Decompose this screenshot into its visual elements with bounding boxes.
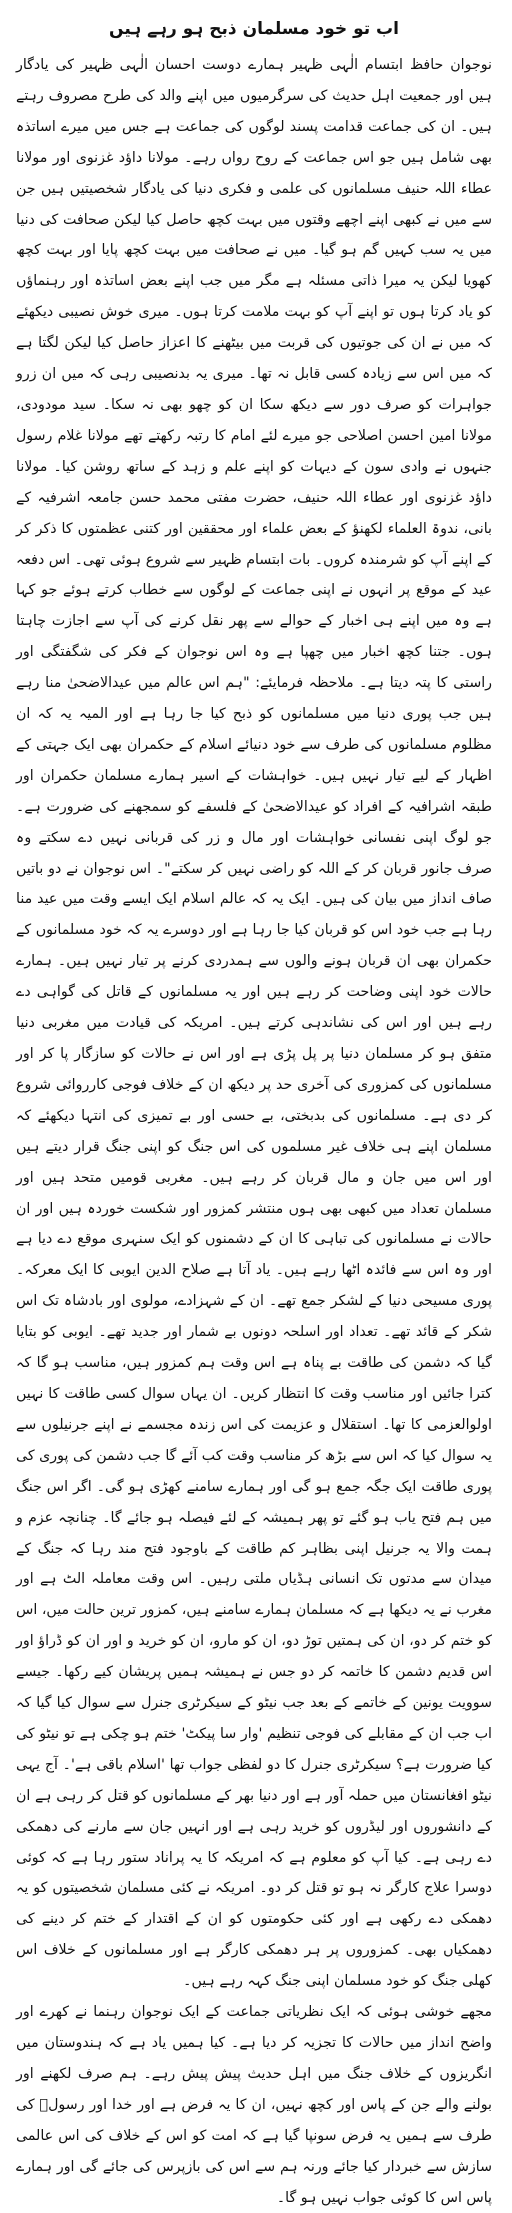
- article-headline: اب تو خود مسلمان ذبح ہو رہے ہیں: [109, 19, 399, 39]
- article-paragraph-1: نوجوان حافظ ابتسام الٰہی ظہیر ہمارے دوست احسان الٰہی ظہیر کی یادگار ہیں اور جمعیت اہل حدیث کی سرگرمیوں میں اپنے والد کی طرح مصروف رہتے ہیں۔ ان کی جماعت قدامت پسند لوگوں کی جماعت ہے جس میں میرے اساتذہ بھی شامل ہیں جو اس جماعت کے روح رواں رہے۔ مولانا داؤد غزنوی اور مولانا عطاء اللہ حنیف مسلمانوں کی علمی و فکری دنیا کی یادگار شخصیتیں ہیں جن سے میں نے کبھی اپنے اچھے وقتوں میں بہت کچھ حاصل کیا لیکن صحافت کی دنیا میں یہ سب کہیں گم ہو گیا۔ میں نے صحافت میں بہت کچھ پایا اور بہت کچھ کھویا لیکن یہ میرا ذاتی مسئلہ ہے مگر میں جب اپنے بعض اساتذہ اور رہنماؤں کو یاد کرتا ہوں تو اپنے آپ کو بہت ملامت کرتا ہوں۔ میری خوش نصیبی دیکھئے کہ میں نے ان کی جوتیوں کی قربت میں بیٹھنے کا اعزاز حاصل کیا لیکن لگتا ہے کہ میں اس سے زیادہ کسی قابل نہ تھا۔ میری یہ بدنصیبی رہی کہ میں ان زرو جواہرات کو صرف دور سے دیکھ سکا ان کو چھو بھی نہ سکا۔ سید مودودی، مولانا امین احسن اصلاحی جو میرے لئے امام کا رتبہ رکھتے تھے مولانا غلام رسول جنہوں نے وادی سون کے دیہات کو اپنے علم و زہد کے ساتھ روشن کیا۔ مولانا داؤد غزنوی اور عطاء اللہ حنیف، حضرت مفتی محمد حسن جامعہ اشرفیہ کے بانی، ندوۃ العلماء لکھنؤ کے بعض علماء اور محققین اور کتنی عظمتوں کا ذکر کر کے اپنے آپ کو شرمندہ کروں۔ بات ابتسام ظہیر سے شروع ہوئی تھی۔ اس دفعہ عید کے موقع پر انہوں نے اپنی جماعت کے لوگوں سے خطاب کرتے ہوئے جو کہا ہے وہ میں اپنے ہی اخبار کے حوالے سے پھر نقل کرنے کی آپ سے اجازت چاہتا ہوں۔ جتنا کچھ اخبار میں چھپا ہے وہ اس نوجوان کے فکر کی شگفتگی اور راستی کا پتہ دیتا ہے۔ ملاحظہ فرمایئے: "ہم اس عالم میں عیدالاضحیٰ منا رہے ہیں جب پوری دنیا میں مسلمانوں کو ذبح کیا جا رہا ہے اور المیہ یہ کہ ان مظلوم مسلمانوں کی طرف سے خود دنیائے اسلام کے حکمران بھی ایک جہتی کے اظہار کے لیے تیار نہیں ہیں۔ خواہشات کے اسیر ہمارے مسلمان حکمران اور طبقہ اشرافیہ کے افراد کو عیدالاضحیٰ کے فلسفے کو سمجھنے کی ضرورت ہے۔ جو لوگ اپنی نفسانی خواہشات اور مال و زر کی قربانی نہیں دے سکتے وہ صرف جانور قربان کر کے اللہ کو راضی نہیں کر سکتے"۔ اس نوجوان نے دو باتیں صاف انداز میں بیان کی ہیں۔ ایک یہ کہ عالم اسلام ایک ایسے وقت میں عید منا رہا ہے جب خود اس کو قربان کیا جا رہا ہے اور دوسرے یہ کہ خود مسلمانوں کے حکمران بھی ان قربان ہونے والوں سے ہمدردی کرنے پر تیار نہیں ہیں۔ ہمارے حالات خود اپنی وضاحت کر رہے ہیں اور یہ مسلمانوں کے قاتل کی گواہی دے رہے ہیں اور اس کی نشاندہی کرتے ہیں۔ امریکہ کی قیادت میں مغربی دنیا متفق ہو کر مسلمان دنیا پر پل پڑی ہے اور اس نے حالات کو سازگار پا کر اور مسلمانوں کی کمزوری کی آخری حد پر دیکھ ان کے خلاف فوجی کارروائی شروع کر دی ہے۔ مسلمانوں کی بدبختی، بے حسی اور بے تمیزی کی انتہا دیکھئے کہ مسلمان اپنے ہی خلاف غیر مسلموں کی اس جنگ کو اپنی جنگ قرار دیتے ہیں اور اس میں جان و مال قربان کر رہے ہیں۔ مغربی قومیں متحد ہیں اور مسلمان تعداد میں کبھی بھی ہوں منتشر کمزور اور شکست خوردہ ہیں اور ان حالات نے مسلمانوں کی تباہی کا ان کے دشمنوں کو ایک سنہری موقع دے دیا ہے اور وہ اس سے فائدہ اٹھا رہے ہیں۔ یاد آتا ہے صلاح الدین ایوبی کا ایک معرکہ۔ پوری مسیحی دنیا کے لشکر جمع تھے۔ ان کے شہزادے، مولوی اور بادشاہ تک اس شکر کے قائد تھے۔ تعداد اور اسلحہ دونوں بے شمار اور جدید تھے۔ ایوبی کو بتایا گیا کہ دشمن کی طاقت بے پناہ ہے اس وقت ہم کمزور ہیں، مناسب ہو گا کہ کترا جائیں اور مناسب وقت کا انتظار کریں۔ ان یہاں سوال کسی طاقت کا نہیں اولوالعزمی کا تھا۔ استقلال و عزیمت کی اس زندہ مجسمے نے اپنے جرنیلوں سے یہ سوال کیا کہ اس سے بڑھ کر مناسب وقت کب آئے گا جب دشمن کی پوری کی پوری طاقت ایک جگہ جمع ہو گی اور ہمارے سامنے کھڑی ہو گی۔ اگر اس جنگ میں ہم فتح یاب ہو گئے تو پھر ہمیشہ کے لئے فیصلہ ہو جائے گا۔ چنانچہ عزم و ہمت والا یہ جرنیل اپنی بظاہر کم طاقت کے باوجود فتح مند رہا کہ جنگ کے میدان سے مدتوں تک انسانی ہڈیاں ملتی رہیں۔ اس وقت معاملہ الٹ ہے اور مغرب نے یہ دیکھا ہے کہ مسلمان ہمارے سامنے ہیں، کمزور ترین حالت میں، اس کو ختم کر دو، ان کی ہمتیں توڑ دو، ان کو مارو، ان کو خرید و اور ان کو ڈراؤ اور اس قدیم دشمن کا خاتمہ کر دو جس نے ہمیشہ ہمیں پریشان کیے رکھا۔ جیسے سوویت یونین کے خاتمے کے بعد جب نیٹو کے سیکرٹری جنرل سے سوال کیا گیا کہ اب جب ان کے مقابلے کی فوجی تنظیم 'وار سا پیکٹ' ختم ہو چکی ہے تو نیٹو کی کیا ضرورت ہے؟ سیکرٹری جنرل کا دو لفظی جواب تھا 'اسلام باقی ہے'۔ آج یہی نیٹو افغانستان میں حملہ آور ہے اور دنیا بھر کے مسلمانوں کو قتل کر رہی ہے ان کے دانشوروں اور لیڈروں کو خرید رہی ہے اور انہیں جان سے مارنے کی دھمکی دے رہی ہے۔ کیا آپ کو معلوم ہے کہ امریکہ کا یہ پراناد ستور رہا ہے کہ کوئی دوسرا علاج کارگر نہ ہو تو قتل کر دو۔ امریکہ نے کئی مسلمان شخصیتوں کو یہ دھمکی دے رکھی ہے اور کئی حکومتوں کو ان کے اقتدار کے ختم کر دینے کی دھمکیاں بھی۔ کمزوروں پر ہر دھمکی کارگر ہے اور مسلمانوں کے خلاف اس کھلی جنگ کو خود مسلمان اپنی جنگ کہہ رہے ہیں۔: [16, 57, 492, 1990]
- article-paragraph-2: مجھے خوشی ہوئی کہ ایک نظریاتی جماعت کے ایک نوجوان رہنما نے کھرے اور واضح انداز میں حالات کا تجزیہ کر دیا ہے۔ کیا ہمیں یاد ہے کہ ہندوستان میں انگریزوں کے خلاف جنگ میں اہل حدیث پیش پیش رہے۔ ہم صرف لکھنے اور بولنے والے جن کے پاس اور کچھ نہیں، ان کا یہ فرض ہے اور خدا اور رسولؐ کی طرف سے ہمیں یہ فرض سونپا گیا ہے کہ امت کو اس کے خلاف کی اس عالمی سازش سے خبردار کیا جائے ورنہ ہم سے اس کی بازپرس کی جائے گی اور ہمارے پاس اس کا کوئی جواب نہیں ہو گا۔: [16, 2004, 492, 2206]
